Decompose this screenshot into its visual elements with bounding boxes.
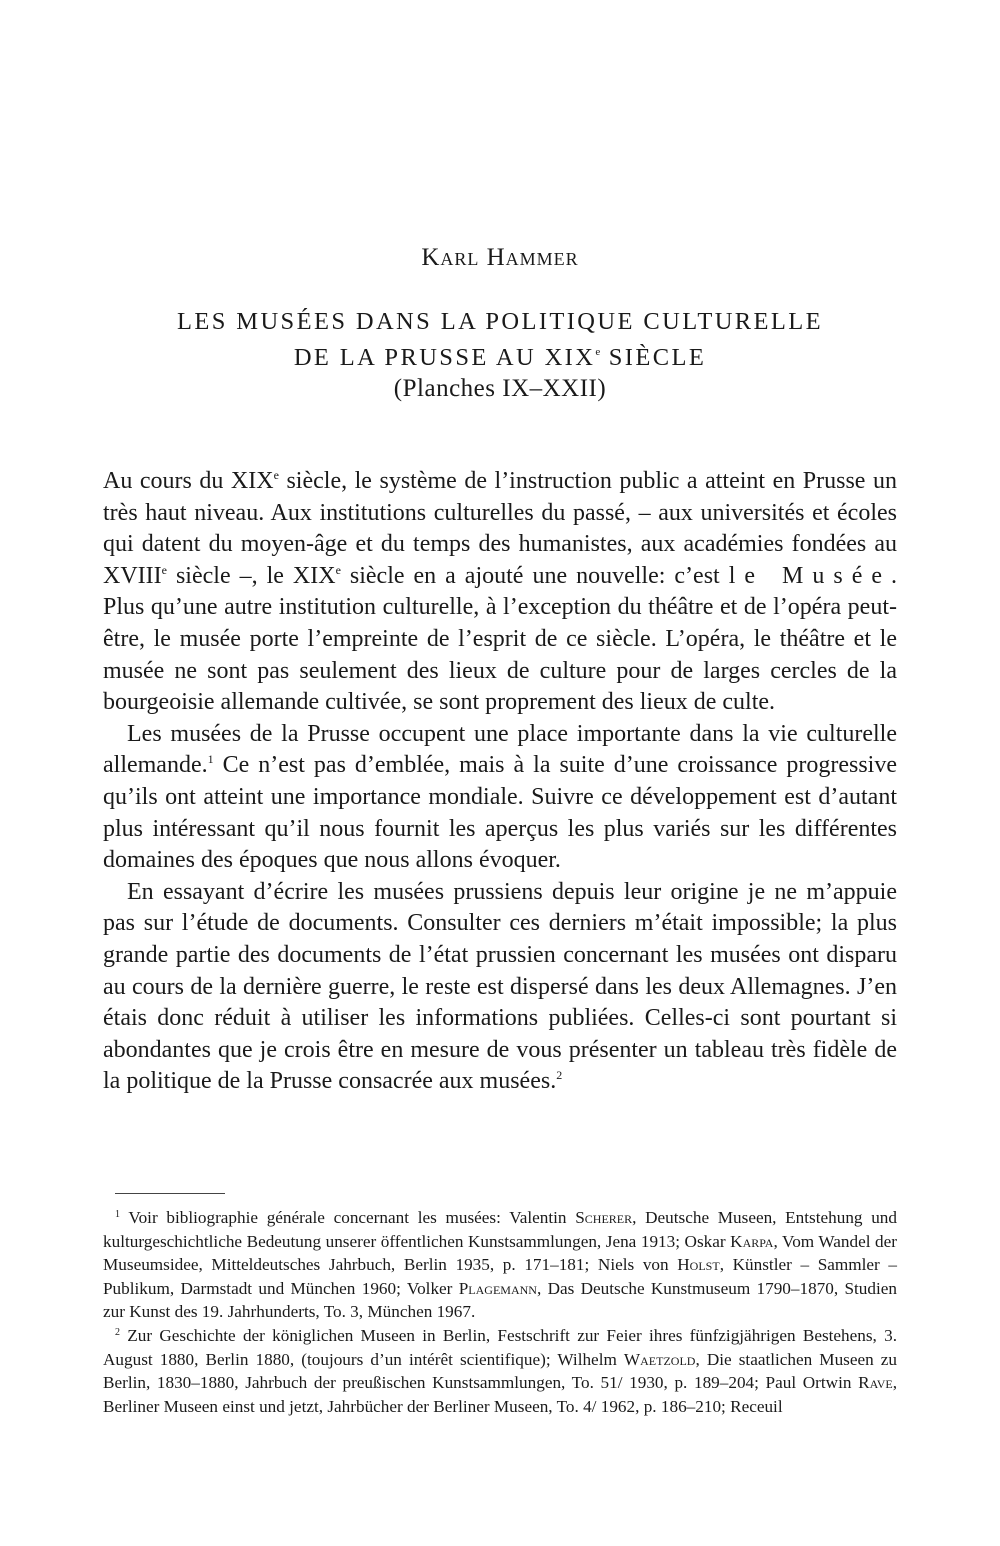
p1-text-c: siècle –, le XIX [166,562,336,589]
fn1-text-c: , Vom Wandel der Museumsidee, Mitteldeutsches Jahrbuch, Berlin 1935, p. 171–181; Niels von [103,1231,897,1275]
paragraph-1 [103,466,897,719]
fn1-author-holst: Holst [677,1255,720,1275]
article-title [0,306,1000,404]
p1-sup-1: e [273,468,279,482]
fn2-author-waetzold: Waetzold [623,1349,696,1369]
p1-text-b: siècle, le système de l’instruction public a atteint en Prusse un très haut niveau. Aux institutions culturelles du passé, – aux universités et écoles qui datent du moyen-âge et du temps des humanistes, aux académies fondées au XVIII [103,468,897,589]
fn1-text-d: , Künstler – Sammler – Publikum, Darmstadt und München 1960; Volker [103,1255,897,1298]
footnote-1-mark: 1 [115,1209,120,1220]
body-text [103,466,897,1098]
p1-sup-3: e [335,562,341,577]
fn1-text-b: , Deutsche Museen, Entstehung und kulturgeschichtliche Bedeutung unserer öffentlichen Kunstsammlungen, Jena 1913; Oskar [103,1208,897,1251]
p3-text-a: En essayant d’écrire les musées prussiens depuis leur origine je ne m’appuie pas sur l’étude de documents. Consulter ces derniers m’était impossible; la plus grande partie des documents de l’état prussien concernant les musées ont disparu au cours de la dernière guerre, le reste est dispersé dans les deux Allemagnes. J’en étais donc réduit à utiliser les informations publiées. Celles-ci sont pourtant si abondantes que je crois être en mesure de vous présenter un tableau très fidèle de la politique de la Prusse consacrée aux musées. [103,878,897,1095]
footnotes [103,1206,897,1418]
fn2-author-rave: Rave [858,1373,893,1393]
footnote-ref-1[interactable]: 1 [207,752,214,767]
fn1-text-a: Voir bibliographie générale concernant les musées: Valentin [120,1208,576,1227]
p1-text-e: . Plus qu’une autre institution culturelle, à l’exception du théâtre et de l’opéra peut-être, le musée porte l’empreinte de l’esprit de ce siècle. L’opéra, le théâtre et le musée ne sont pas seulement des lieux de culture pour de larges cercles de la bourgeoisie allemande cultivée, se sont proprement des lieux de culte. [103,562,898,716]
p1-spaced-emphasis: le Musée [728,562,892,589]
fn1-text-e: , Das Deutsche Kunstmuseum 1790–1870, Studien zur Kunst des 19. Jahrhunderts, To. 3, München 1967. [103,1278,897,1322]
title-line-2-end: SIÈCLE [600,344,707,371]
author-name: Karl Hammer [421,244,579,271]
p1-sup-2: e [161,562,167,577]
footnote-ref-2[interactable]: 2 [556,1068,563,1083]
p1-text-a: Au cours du XIX [103,468,274,494]
fn1-author-plagemann: Plagemann [458,1278,537,1298]
p1-text-d: siècle en a ajouté une nouvelle: c’est [340,562,729,589]
title-line-2-start: DE LA PRUSSE AU XIX [293,344,596,371]
p2-text-b: Ce n’est pas d’emblée, mais à la suite d’une croissance progressive qu’ils ont atteint une importance mondiale. Suivre ce développement est d’autant plus intéressant qu’il nous fournit les aperçus les plus variés sur les différentes domaines des époques que nous allons évoquer. [103,752,897,874]
fn1-author-scherer: Scherer [575,1208,633,1227]
fn2-text-a: Zur Geschichte der königlichen Museen in Berlin, Festschrift zur Feier ihres fünfzigjährigen Bestehens, 3. August 1880, Berlin 1880, (toujours d’un intérêt scientifique); Wilhelm [103,1325,897,1369]
footnote-2-mark: 2 [115,1326,120,1338]
footnote-1 [103,1206,897,1324]
plates-reference: (Planches IX–XXII) [393,375,607,402]
title-century-sup: e [595,346,601,358]
paragraph-3 [103,877,897,1098]
paragraph-2 [103,719,897,877]
fn2-text-c: , Berliner Museen einst und jetzt, Jahrbücher der Berliner Museen, To. 4/ 1962, p. 186–210; Receuil [103,1373,897,1416]
footnote-2 [103,1324,897,1418]
title-line-1: LES MUSÉES DANS LA POLITIQUE CULTURELLE [177,308,823,335]
fn1-author-karpa: Karpa [730,1231,774,1251]
fn2-text-b: , Die staatlichen Museen zu Berlin, 1830–1880, Jahrbuch der preußischen Kunstsammlungen, To. 51/ 1930, p. 189–204; Paul Ortwin [103,1349,898,1393]
title-line-2 [0,337,1000,373]
footnote-separator [115,1193,225,1194]
p2-text-a: Les musées de la Prusse occupent une place importante dans la vie culturelle allemande. [103,720,897,779]
